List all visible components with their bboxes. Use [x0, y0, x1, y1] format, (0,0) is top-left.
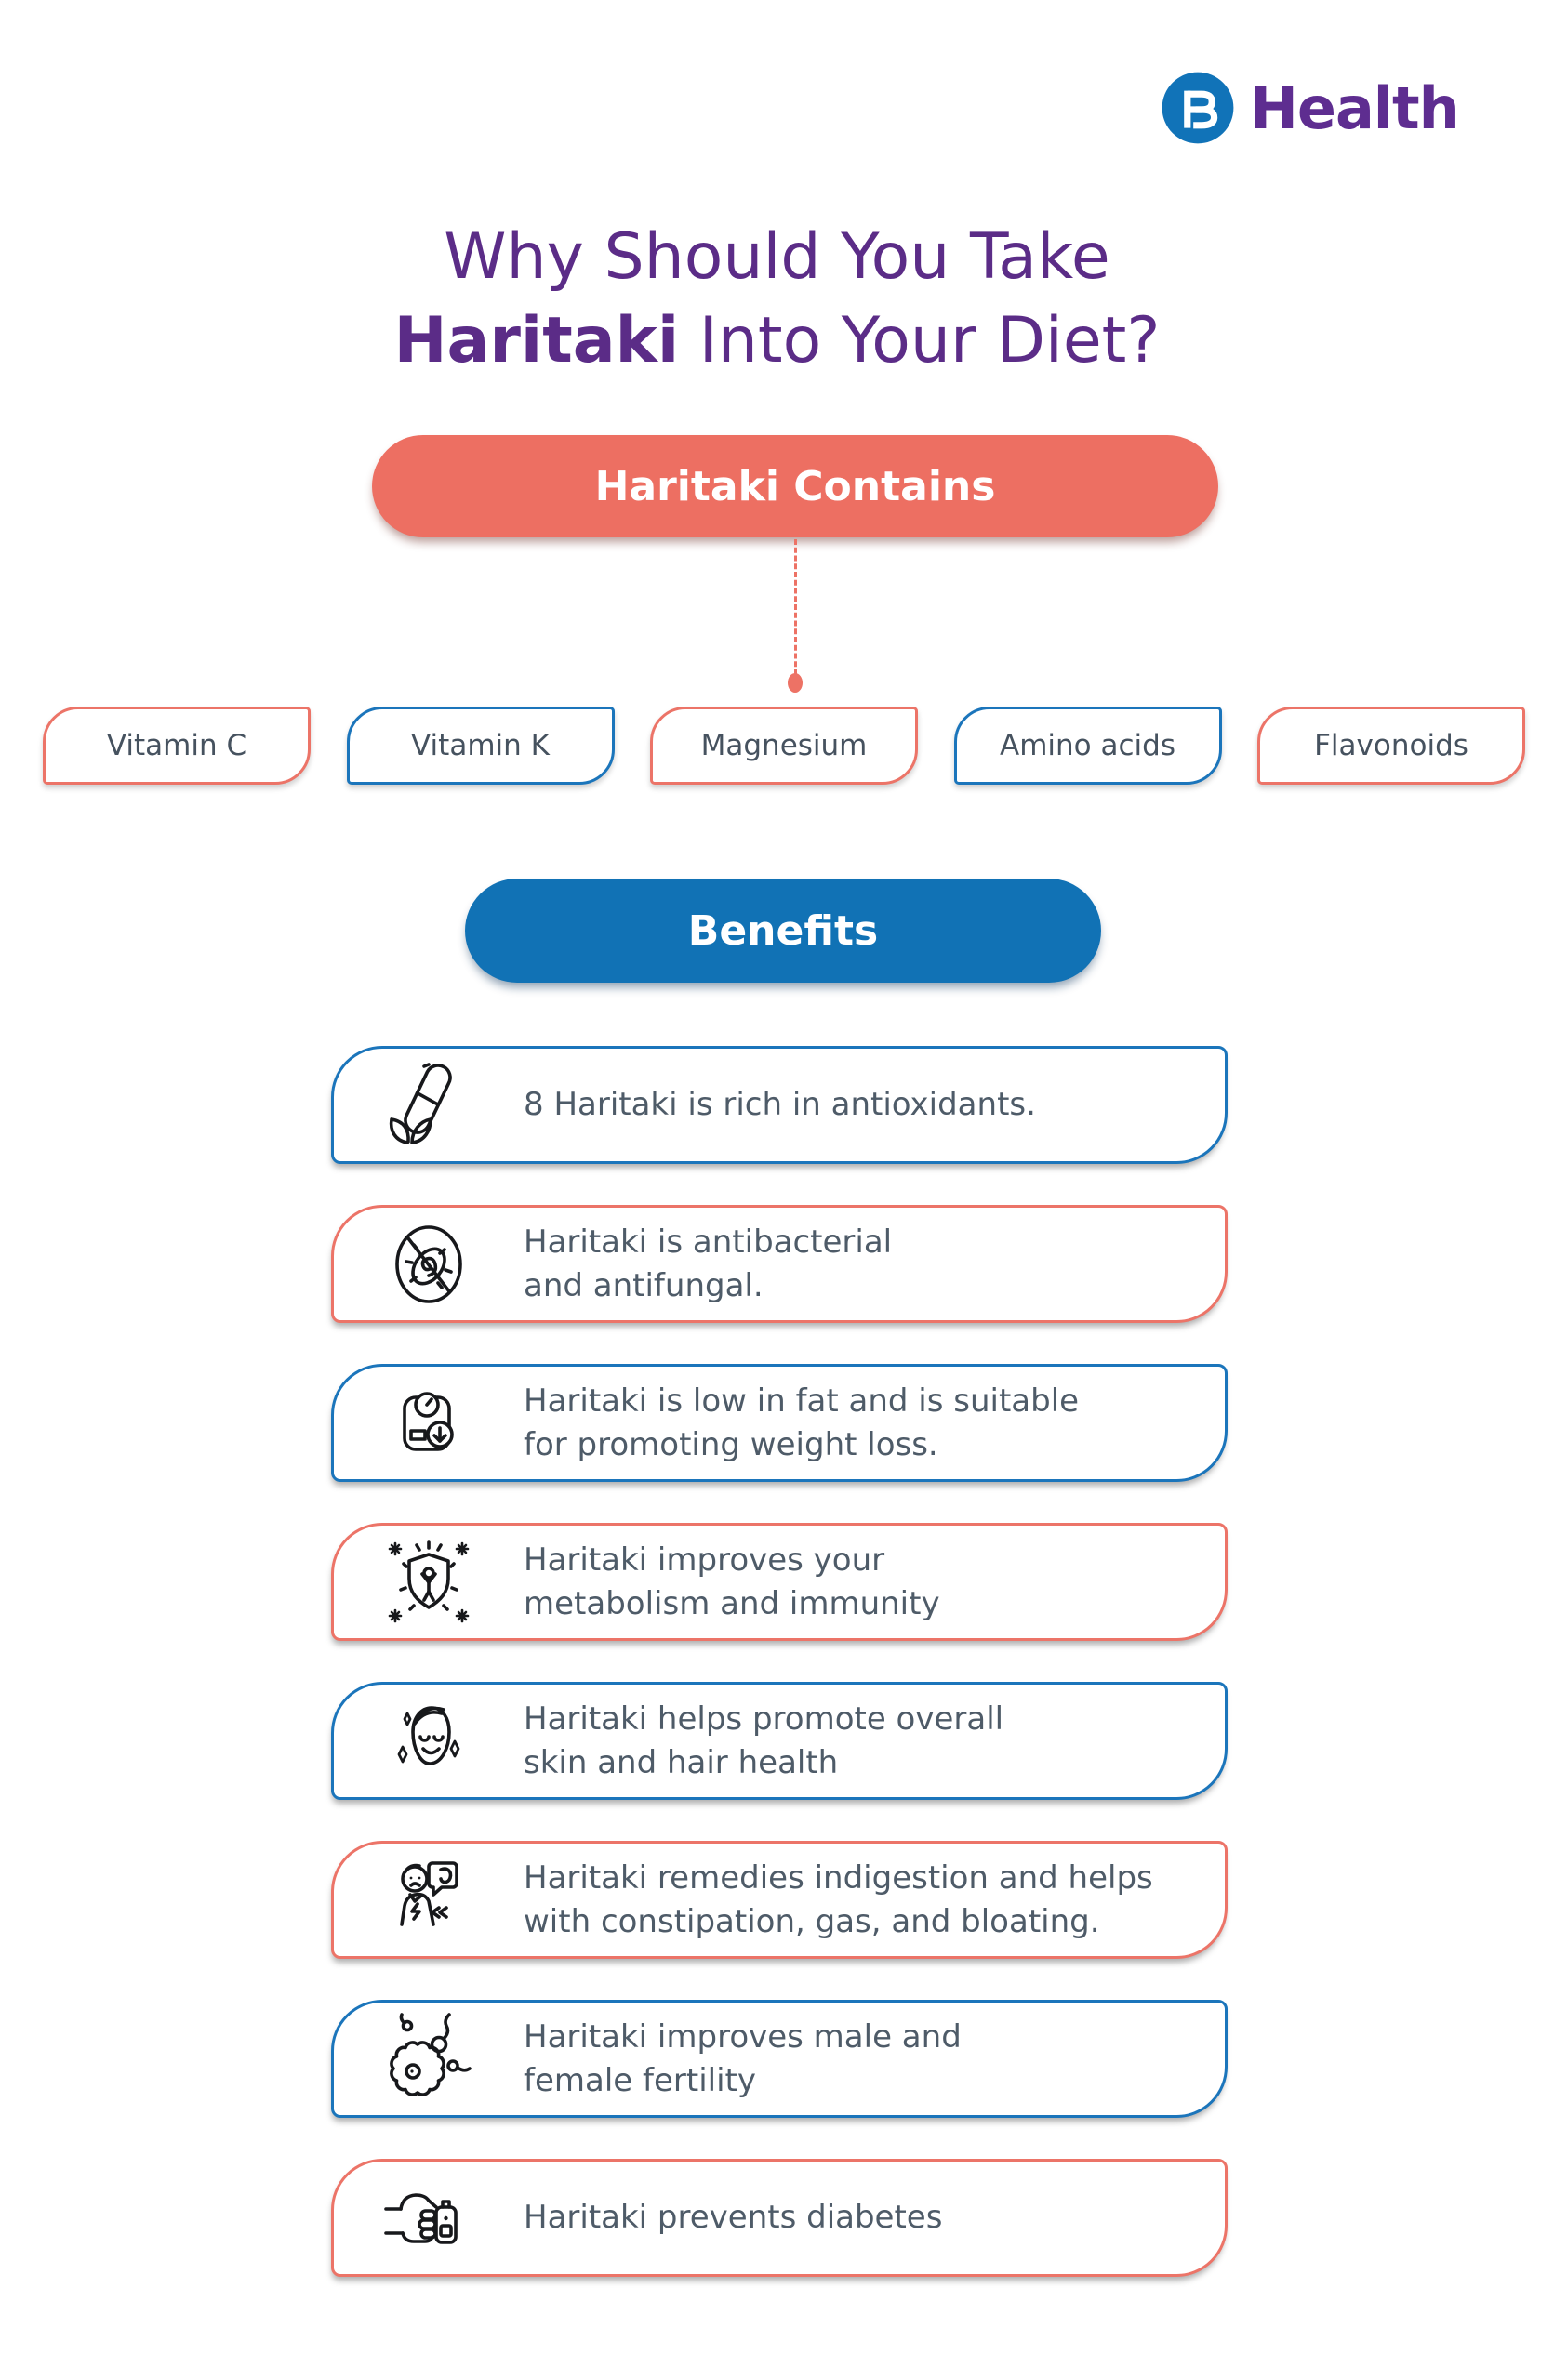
brand-name: Health	[1250, 73, 1459, 142]
benefit-text: Haritaki is antibacterial and antifungal.	[524, 1223, 893, 1304]
chip-label: Amino acids	[1000, 729, 1175, 762]
immunity-shield-icon	[382, 1536, 475, 1629]
benefits-header-pill	[465, 879, 1101, 983]
chip-label: Magnesium	[700, 729, 868, 762]
benefit-text: Haritaki improves male and female fertility	[524, 2017, 962, 2099]
glucose-meter-icon	[382, 2172, 475, 2265]
chip-magnesium	[650, 707, 918, 785]
chip-label: Vitamin C	[106, 729, 247, 762]
benefit-card-antioxidants	[331, 1046, 1228, 1164]
chip-label: Flavonoids	[1314, 729, 1468, 762]
indigestion-person-icon	[382, 1854, 475, 1947]
contains-header-pill	[372, 435, 1218, 537]
no-bacteria-icon	[382, 1218, 475, 1311]
benefit-card-immunity	[331, 1523, 1228, 1641]
benefit-text: Haritaki helps promote overall skin and hair health	[524, 1699, 1004, 1781]
benefit-card-weight-loss	[331, 1364, 1228, 1482]
benefit-card-fertility	[331, 2000, 1228, 2118]
fb-health-logo-icon	[1161, 71, 1235, 145]
benefit-card-digestion	[331, 1841, 1228, 1959]
benefit-text: Haritaki prevents diabetes	[524, 2199, 943, 2236]
contains-header-label: Haritaki Contains	[594, 462, 996, 510]
benefits-header-label: Benefits	[687, 906, 879, 955]
chip-vitamin-c	[43, 707, 311, 785]
chip-vitamin-k	[347, 707, 615, 785]
page-title	[0, 216, 1554, 383]
benefit-card-diabetes	[331, 2159, 1228, 2277]
face-sparkles-icon	[382, 1695, 475, 1788]
connector-dot	[788, 673, 803, 693]
chip-flavonoids	[1257, 707, 1525, 785]
chip-amino-acids	[954, 707, 1222, 785]
benefit-text: Haritaki remedies indigestion and helps with constipation, gas, and bloating.	[524, 1858, 1153, 1940]
connector-dashed-line	[794, 539, 797, 675]
benefit-text: Haritaki improves your metabolism and immunity	[524, 1540, 940, 1622]
chip-label: Vitamin K	[411, 729, 550, 762]
nutrient-chips-row	[43, 707, 1525, 785]
benefit-card-antibacterial	[331, 1205, 1228, 1323]
capsule-leaf-icon	[382, 1059, 475, 1152]
title-haritaki-bold: Haritaki	[393, 304, 680, 377]
title-line-1: Why Should You Take	[444, 220, 1110, 294]
weight-scale-icon	[382, 1377, 475, 1470]
benefit-card-skin-hair	[331, 1682, 1228, 1800]
brand-logo	[1161, 71, 1459, 145]
fertility-egg-sperm-icon	[382, 2013, 475, 2106]
benefit-text: Haritaki is low in fat and is suitable for promoting weight loss.	[524, 1382, 1080, 1463]
title-line-2: Haritaki Into Your Diet?	[393, 304, 1161, 377]
benefit-text: 8 Haritaki is rich in antioxidants.	[524, 1086, 1036, 1123]
